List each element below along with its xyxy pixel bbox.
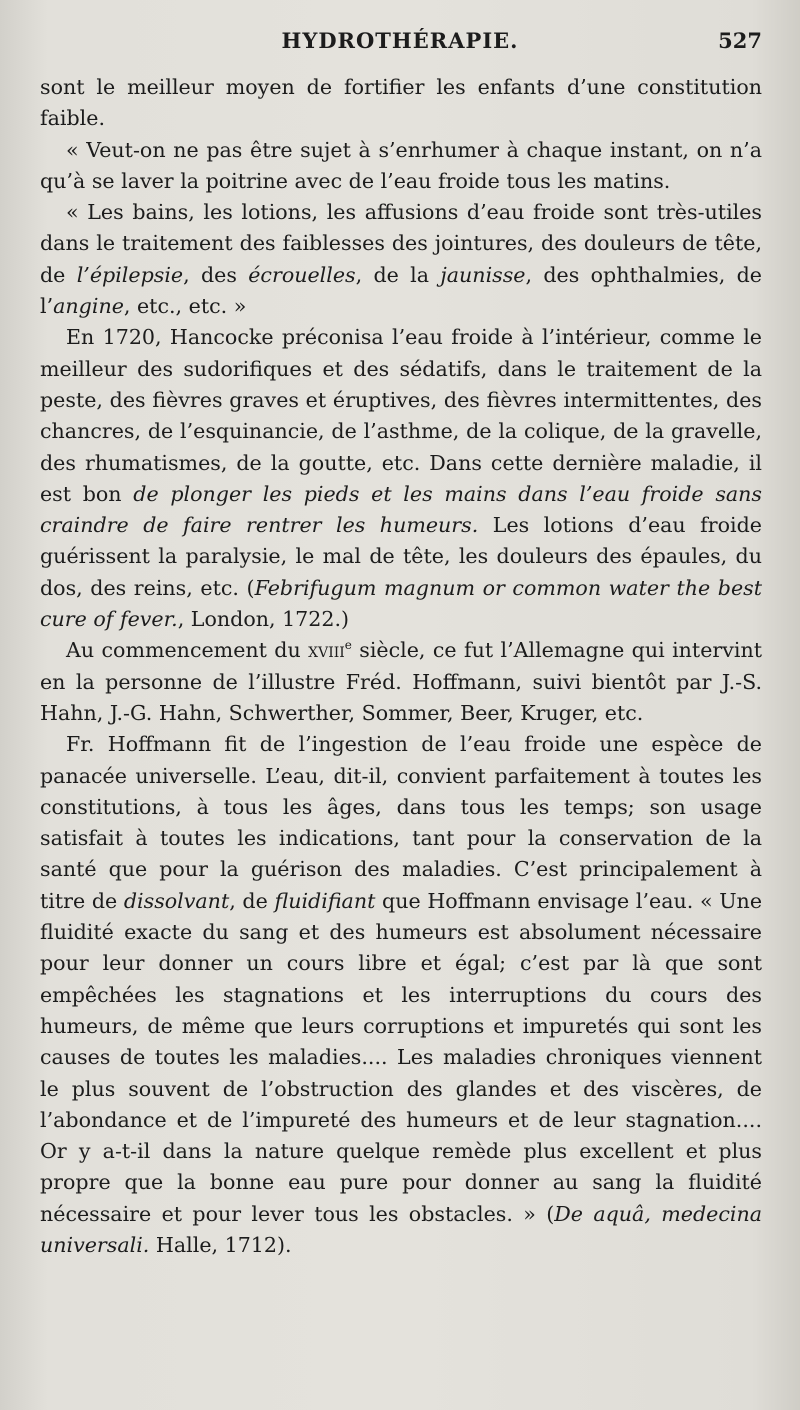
paragraph-4 [40,322,762,635]
term-angine: angine [53,294,124,319]
paragraph-6-text: , de [229,888,275,913]
citation-title-de-aqua: De aquâ, medecina universali. [40,1201,762,1257]
citation-title-febrifugum: Febrifugum magnum or common water the best cure of fever. [40,575,762,632]
paragraph-5-text: Au commencement du [66,638,309,663]
paragraph-2 [40,135,762,198]
paragraph-6-text: que Hoffmann envisage l’eau. « Une fluidité exacte du sang et des humeurs est absolument nécessaire pour leur donner un cours libre et égal; c’est par là que sont empêchées les stagnations et les interruptions du cours des humeurs, de même que leurs corruptions et impuretés qui sont les causes de toutes les maladies.... Les maladies chroniques viennent le plus souvent de l’obstruction des glandes et des viscères, de l’abondance et de l’impureté des humeurs et de leur stagnation.... Or y a-t-il dans la nature quelque remède plus excellent et plus propre que la bonne eau pure pour donner au sang la fluidité nécessaire et pour lever tous les obstacles. » ( [40,888,763,1226]
body-text [40,72,762,1261]
term-ecrouelles: écrouelles [248,262,356,287]
paragraph-6-text: Halle, 1712). [149,1232,292,1257]
paragraph-3 [40,197,762,322]
paragraph-4-text: , London, 1722.) [177,607,350,632]
paragraph-3-text: , de la [355,262,441,287]
paragraph-5 [40,635,762,729]
century-numeral: xviii [308,638,345,663]
page-number: 527 [718,28,762,53]
paragraph-1-text: sont le meilleur moyen de fortifier les enfants d’une constitution faible. [40,75,762,131]
term-epilepsie: l’épilepsie [76,262,184,287]
paragraph-6 [40,729,762,1261]
paragraph-4-text: En 1720, Hancocke préconisa l’eau froide à l’intérieur, comme le meilleur des sudorifiques et des sédatifs, dans le traitement de la peste, des fièvres graves et éruptives, des fièvres intermittentes, des chancres, de l’esquinancie, de l’asthme, de la colique, de la gravelle, des rhumatismes, de la goutte, etc. Dans cette dernière maladie, il est bon [40,325,762,506]
paragraph-5-text: siècle, ce fut l’Allemagne qui intervint en la personne de l’illustre Fréd. Hoffmann, suivi bientôt par J.-S. Hahn, J.-G. Hahn, Schwerther, Sommer, Beer, Kruger, etc. [40,638,762,725]
term-dissolvant: dissolvant [123,888,230,913]
paragraph-4-text: Les lotions d’eau froide guérissent la paralysie, le mal de tête, les douleurs des épaules, du dos, des reins, etc. ( [40,513,762,600]
paragraph-3-text: , des ophthalmies, de l’ [40,262,762,319]
paragraph-6-text: Fr. Hoffmann fit de l’ingestion de l’eau froide une espèce de panacée universelle. L’eau, dit-il, convient parfaitement à toutes les constitutions, à tous les âges, dans tous les temps; son usage satisfait à toutes les indications, tant pour la conservation de la santé que pour la guérison des maladies. C’est principalement à titre de [40,732,762,913]
ordinal-superscript: e [344,638,352,653]
term-jaunisse: jaunisse [440,262,526,287]
paragraph-4-italic-advice: de plonger les pieds et les mains dans l’eau froide sans craindre de faire rentrer les humeurs. [40,481,762,538]
paragraph-3-text: « Les bains, les lotions, les affusions d’eau froide sont très-utiles dans le traitement des faiblesses des jointures, des douleurs de tête, de [40,200,762,287]
term-fluidifiant: fluidifiant [274,888,376,913]
paragraph-3-text: , etc., etc. » [123,294,247,319]
running-title: HYDROTHÉRAPIE. [281,28,519,53]
paragraph-1 [40,72,762,135]
paragraph-2-text: « Veut-on ne pas être sujet à s’enrhumer à chaque instant, on n’a qu’à se laver la poitrine avec de l’eau froide tous les matins. [40,137,762,193]
running-head [38,28,762,58]
paragraph-3-text: , des [183,262,249,287]
